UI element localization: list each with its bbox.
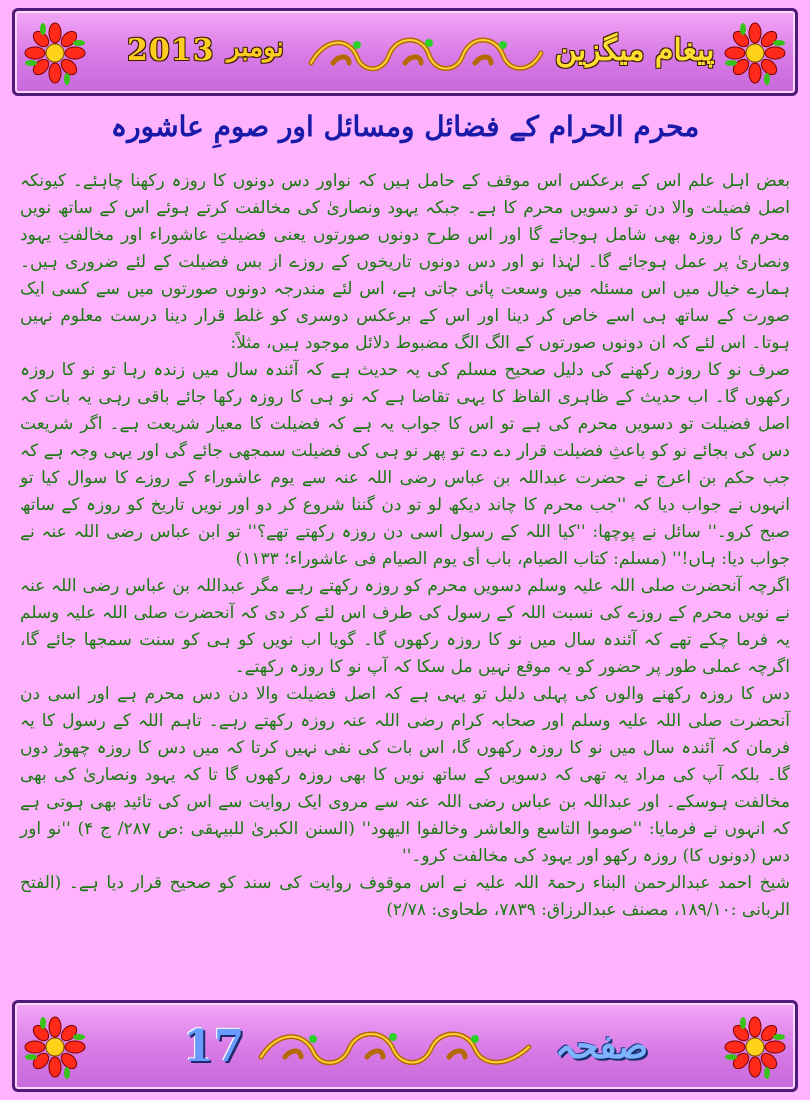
article-paragraph: شیخ احمد عبدالرحمن البناء رحمۃ اللہ علیہ نے اس موقوف روایت کی سند کو صحیح قرار دیا ہے۔ (الفتح الربانی :۱۸۹/۱۰، مصنف عبدالرزاق: ۷۸۳۹، طحاوی: ۲/۷۸) — [20, 873, 790, 920]
article-paragraph: دس کا روزہ رکھنے والوں کی پہلی دلیل تو یہی ہے کہ اصل فضیلت والا دن دس محرم ہے اور اسی دن آنحضرت صلی اللہ علیہ وسلم اور صحابہ کرام رضی اللہ عنہ روزہ رکھتے رہے۔ تاہم اللہ کے رسول کا یہ فرمان کہ آئندہ سال میں نو کا روزہ رکھوں گا، اس بات کی نفی نہیں کرتا کہ میں دس کا روزہ چھوڑ دوں گا۔ بلکہ آپ کی مراد یہ تھی کہ دسویں کے ساتھ نویں کا بھی روزہ رکھوں گا تا کہ یہود ونصاریٰ کی بھی مخالفت ہوسکے۔ اور عبداللہ بن عباس رضی اللہ عنہ سے مروی ایک روایت سے اس کی تائید بھی ہوتی ہے کہ انہوں نے فرمایا: ''صوموا التاسع والعاشر وخالفوا الیھود'' (السنن الکبریٰ للبیہقی :ص ۲۸۷/ ج ۴) ''نو اور دس (دونوں کا) روزہ رکھو اور یہود کی مخالفت کرو۔'' — [20, 684, 790, 866]
flower-icon — [23, 1015, 87, 1079]
article-paragraph: اگرچہ آنحضرت صلی اللہ علیہ وسلم دسویں محرم کو روزہ رکھتے رہے مگر عبداللہ بن عباس رضی اللہ عنہ نے نویں محرم کے روزے کی نسبت اللہ کے رسول کی طرف اس لئے کر دی کہ آنحضرت صلی اللہ علیہ وسلم یہ فرما چکے تھے کہ آئندہ سال میں نو کا روزہ رکھوں گا۔ گویا اب نویں کو ہی کو سنت سمجھا جائے گا، اگرچہ عملی طور پر حضور کو یہ موقع نہیں مل سکا کہ آپ نو کا روزہ رکھتے۔ — [20, 576, 790, 677]
article-body — [20, 168, 790, 924]
header-banner — [12, 8, 798, 96]
article-title: محرم الحرام کے فضائل ومسائل اور صومِ عاشورہ — [110, 110, 700, 143]
flower-icon — [723, 1015, 787, 1079]
magazine-name: پیغام میگزین — [555, 33, 715, 68]
article-paragraph: بعض اہل علم اس کے برعکس اس موقف کے حامل ہیں کہ نواور دس دونوں کا روزہ رکھنا چاہئے۔ کیونکہ اصل فضیلت والا دن تو دسویں محرم کا ہے۔ جبکہ یہود ونصاریٰ کی مخالفت کرتے ہوئے اس کے ساتھ نویں محرم کا روزہ بھی شامل ہوجائے گا اور اس طرح دونوں صورتوں یعنی فضیلتِ عاشوراء اور مخالفتِ یہود ونصاریٰ پر عمل ہوجائے گا۔ لہٰذا نو اور دس دونوں تاریخوں کے روزے از بس فضیلت کے لئے ضروری ہیں۔ ہمارے خیال میں اس مسئلہ میں وسعت پائی جاتی ہے، اس لئے مندرجہ دونوں صورتوں میں سے کسی ایک صورت کے ساتھ ہی اسے خاص کر دینا اور اس کے برعکس دوسری کو غلط قرار دینا درست معلوم نہیں ہوتا۔ اس لئے کہ ان دونوں صورتوں کے الگ الگ مضبوط دلائل موجود ہیں، مثلاً: — [20, 171, 790, 353]
flower-icon — [23, 21, 87, 85]
page-label: صفحہ — [555, 1025, 649, 1067]
footer-banner — [12, 1000, 798, 1092]
issue-year: 2013 — [127, 33, 215, 68]
article-paragraph: صرف نو کا روزہ رکھنے کی دلیل صحیح مسلم کی یہ حدیث ہے کہ آئندہ سال میں زندہ رہا تو نو کا روزہ رکھوں گا۔ اب حدیث کے ظاہری الفاظ کا یہی تقاضا ہے کہ نو ہی کا روزہ رکھا جائے باقی رہی یہ بات کہ اصل فضیلت تو دسویں محرم کی ہے تو اس کا جواب یہ ہے کہ فضیلت کا معیار شریعت ہے۔ اگر شریعت دس کی بجائے نو کو باعثِ فضیلت قرار دے دے تو پھر نو ہی کی فضیلت سمجھی جائے گی اور یہی وجہ ہے کہ جب حکم بن اعرج نے حضرت عبداللہ بن عباس رضی اللہ عنہ سے یوم عاشوراء کے روزے کا سوال کیا تو انہوں نے جواب دیا کہ ''جب محرم کا چاند دیکھ لو تو دن گننا شروع کر دو اور نویں تاریخ کو روزہ کے ساتھ صبح کرو۔'' سائل نے پوچھا: ''کیا اللہ کے رسول اسی دن روزہ رکھتے تھے؟'' تو ابن عباس رضی اللہ عنہ نے جواب دیا: ہاں!'' (مسلم: کتاب الصیام، باب أی یوم الصیام فی عاشوراء؛ ۱۱۳۳) — [20, 360, 790, 569]
scroll-ornament-icon — [255, 1027, 535, 1073]
issue-month: نومبر — [227, 33, 284, 63]
scroll-ornament-icon — [305, 33, 545, 79]
flower-icon — [723, 21, 787, 85]
page-number: 17 — [183, 1021, 245, 1072]
